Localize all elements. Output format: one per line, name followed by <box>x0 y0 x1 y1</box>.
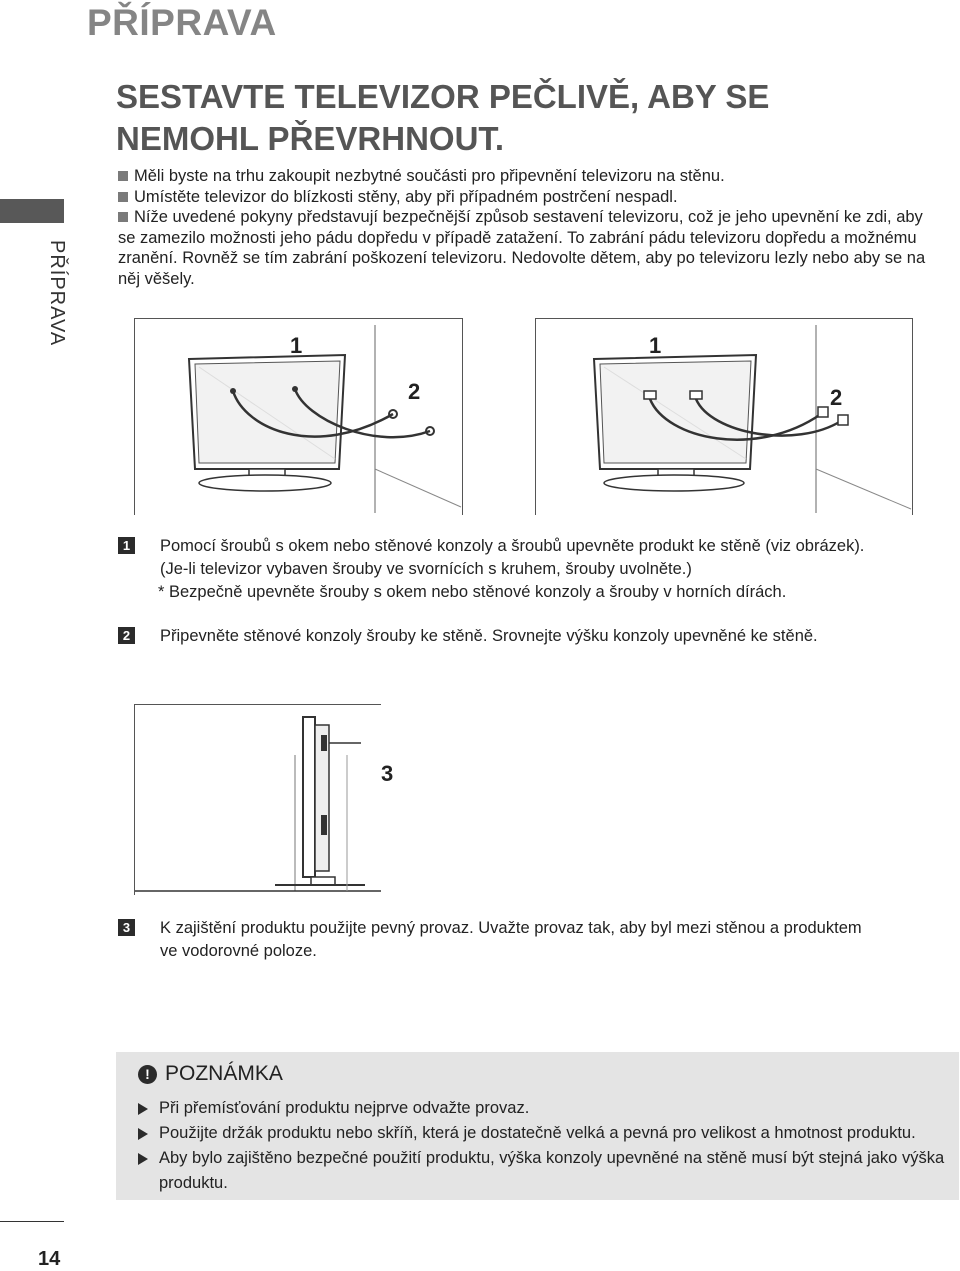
figure-tv-side-view <box>134 704 394 895</box>
exclamation-icon: ! <box>138 1065 157 1084</box>
step-1-text <box>160 535 950 604</box>
step-3-line: ve vodorovné poloze. <box>160 942 317 960</box>
section-title: PŘÍPRAVA <box>87 2 277 43</box>
heading-line-2: NEMOHL PŘEVRHNOUT. <box>116 120 505 157</box>
side-label: PŘÍPRAVA <box>46 240 68 347</box>
main-heading <box>116 76 916 160</box>
step-1-footnote: * Bezpečně upevněte šrouby s okem nebo stěnové konzoly a šrouby v horních dírách. <box>158 583 787 601</box>
step-1-badge: 1 <box>118 537 135 554</box>
intro-bullets <box>118 166 938 289</box>
figure-label-2: 2 <box>408 379 421 404</box>
bullet-item: Měli byste na trhu zakoupit nezbytné součásti pro připevnění televizoru na stěnu. <box>118 166 938 187</box>
figure-label-1: 1 <box>290 333 303 358</box>
note-item: Při přemísťování produktu nejprve odvažte provaz. <box>136 1096 956 1121</box>
footer-rule <box>0 1221 64 1222</box>
note-list <box>136 1096 956 1196</box>
figure-tv-brackets-left <box>134 318 463 515</box>
step-2-badge: 2 <box>118 627 135 644</box>
note-title: POZNÁMKA <box>165 1062 283 1085</box>
figure-label-1: 1 <box>649 333 662 358</box>
bullet-item: Umístěte televizor do blízkosti stěny, aby při případném postrčení nespadl. <box>118 187 938 208</box>
page-number: 14 <box>38 1248 61 1270</box>
note-header <box>138 1062 283 1086</box>
step-3-badge: 3 <box>118 919 135 936</box>
note-item: Aby bylo zajištěno bezpečné použití produktu, výška konzoly upevněné na stěně musí být stejná jako výška produktu. <box>136 1146 956 1196</box>
step-3-text <box>160 917 950 963</box>
figure-label-3: 3 <box>381 761 394 786</box>
step-1-line: Pomocí šroubů s okem nebo stěnové konzoly a šroubů upevněte produkt ke stěně (viz obrázek). <box>160 537 865 555</box>
bullet-item: Níže uvedené pokyny představují bezpečnější způsob sestavení televizoru, což je jeho upevnění ke zdi, aby se zamezilo možnosti jeho pádu dopředu v případě zatažení. To zabrání pádu televizoru dopředu a možnému zranění. Rovněž se tím zabrání poškození televizoru. Nedovolte dětem, aby po televizoru lezly nebo aby se na něj věšely. <box>118 207 938 289</box>
side-tab-marker <box>0 199 64 223</box>
figure-label-2: 2 <box>830 385 843 410</box>
heading-line-1: SESTAVTE TELEVIZOR PEČLIVĚ, ABY SE <box>116 78 770 115</box>
step-1-line: (Je-li televizor vybaven šrouby ve svornících s kruhem, šrouby uvolněte.) <box>160 560 692 578</box>
tv-side-illustration <box>135 705 381 895</box>
figure-tv-brackets-right <box>535 318 913 515</box>
note-box <box>116 1052 959 1200</box>
tv-wall-illustration-right <box>536 319 912 515</box>
step-3-line: K zajištění produktu použijte pevný provaz. Uvažte provaz tak, aby byl mezi stěnou a produktem <box>160 919 862 937</box>
note-item: Použijte držák produktu nebo skříň, která je dostatečně velká a pevná pro velikost a hmotnost produktu. <box>136 1121 956 1146</box>
step-2-text: Připevněte stěnové konzoly šrouby ke stěně. Srovnejte výšku konzoly upevněné ke stěně. <box>160 627 818 645</box>
